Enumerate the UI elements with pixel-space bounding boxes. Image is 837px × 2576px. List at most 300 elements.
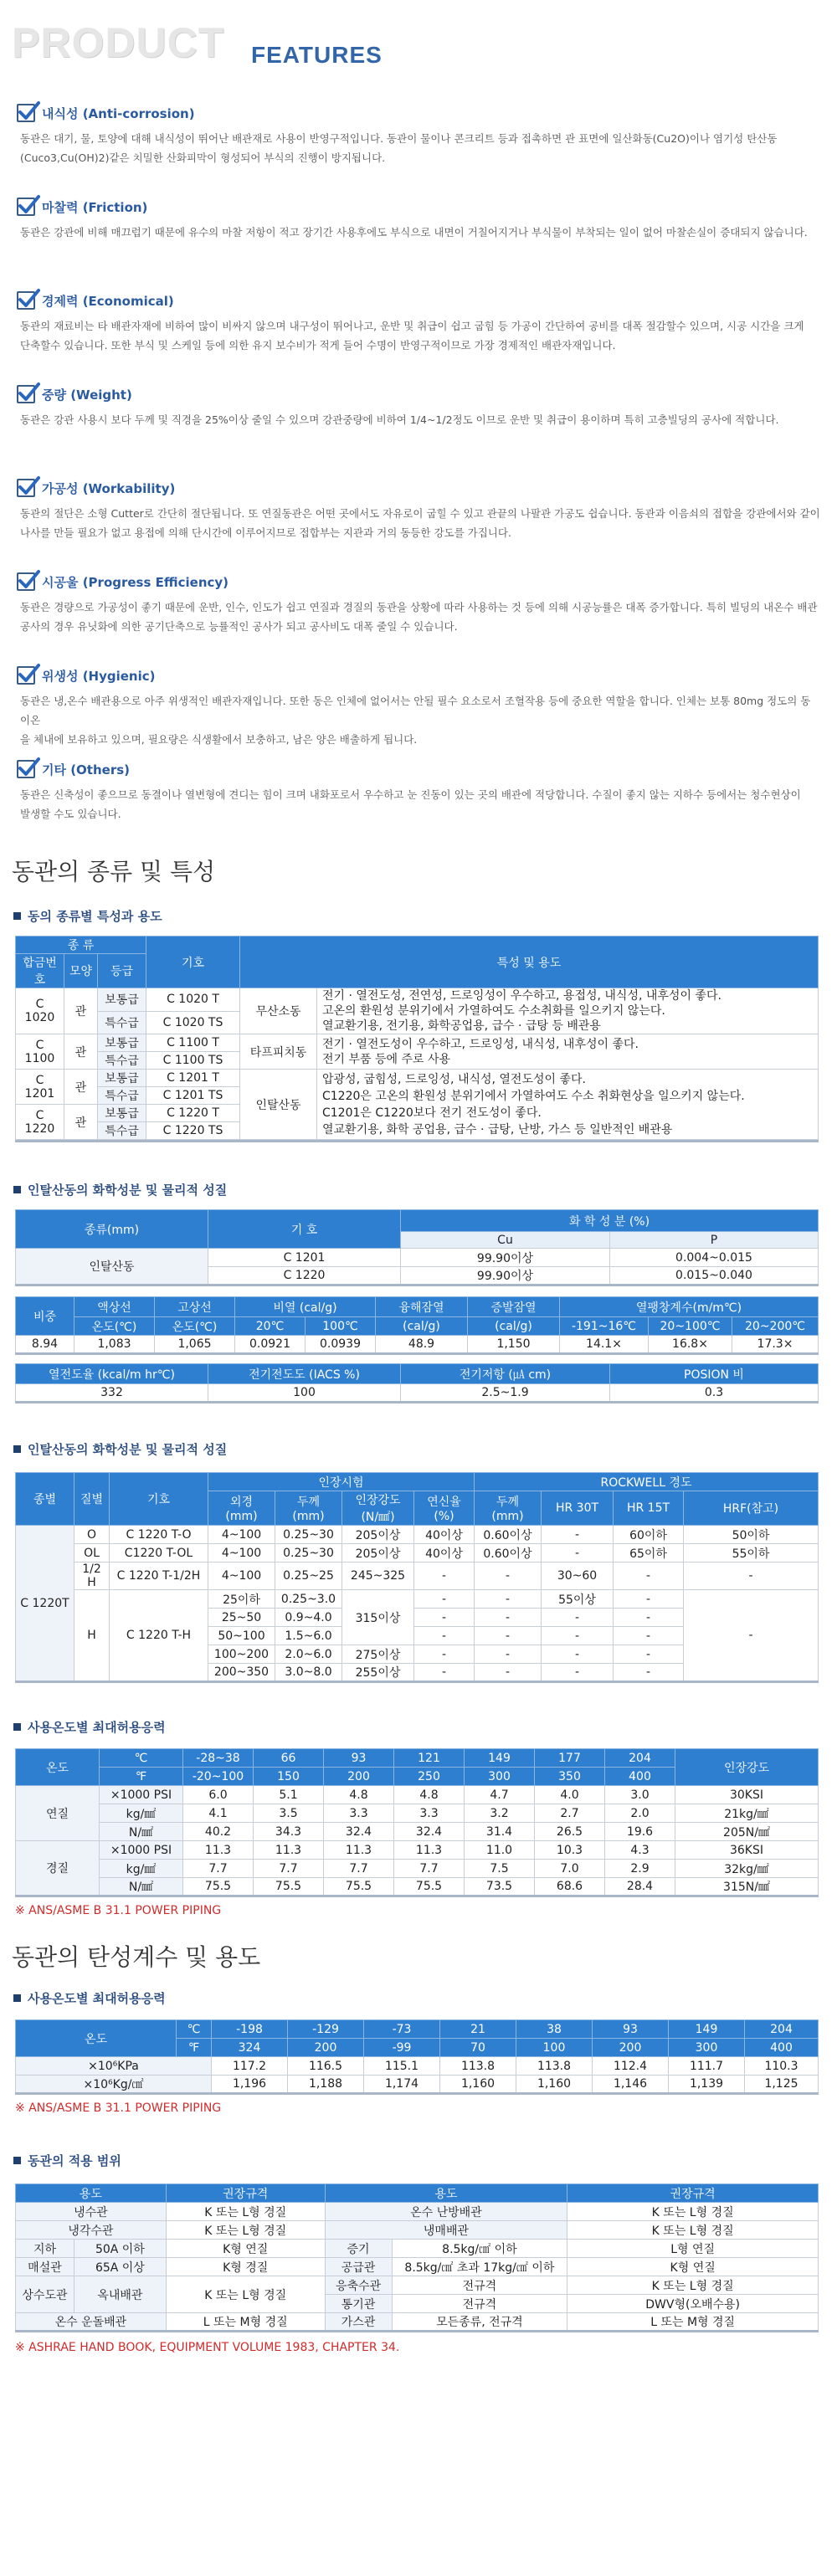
feature-title: 내식성 (Anti-corrosion) [17, 104, 820, 122]
bullet-icon [13, 1723, 21, 1731]
value-cell: 28.4 [605, 1878, 675, 1896]
elongation-cell: - [414, 1609, 475, 1627]
grade-cell: 특수급 [98, 1087, 146, 1105]
value-cell: 75.5 [324, 1878, 394, 1896]
alloy-no-cell: C 1100 [16, 1034, 64, 1070]
hr30-cell: - [542, 1627, 614, 1645]
symbol-cell: C 1100 TS [146, 1052, 240, 1070]
value-cell: 111.7 [669, 2057, 745, 2076]
bullet-icon [13, 2157, 21, 2164]
use-sub-cell: 8.5kg/㎠ 초과 17kg/㎠ 이하 [392, 2258, 567, 2276]
value-cell: 55이하 [684, 1544, 819, 1563]
strength-cell: 21kg/㎟ [675, 1804, 819, 1823]
phys-subheader: 20~100℃ [649, 1317, 732, 1336]
spec-cell: DWV형(오배수용) [567, 2295, 819, 2313]
value-cell: 3.5 [254, 1804, 324, 1823]
phys-value: 0.0939 [306, 1336, 376, 1354]
value-cell: 205이상 [342, 1526, 414, 1544]
table6-heading: 동관의 적용 범위 [0, 2150, 837, 2170]
value-cell: 113.8 [440, 2057, 516, 2076]
value-cell: 11.3 [324, 1841, 394, 1860]
feature-title: 마찰력 (Friction) [17, 198, 820, 216]
grade-cell: 특수급 [98, 1122, 146, 1140]
unit-c: ℃ [100, 1749, 183, 1768]
strength-cell: 205N/㎟ [675, 1823, 819, 1841]
col-feature: 특성 및 용도 [240, 936, 819, 988]
col-symbol: 기 호 [208, 1210, 401, 1249]
col-kind: 종 류 [16, 936, 146, 954]
feature-description: 동관은 강관 사용시 보다 두께 및 직경을 25%이상 줄일 수 있으며 강관중량에 비하여 1/4~1/2정도 이므로 운반 및 취급이 용이하며 특히 고층빌딩의 공사에 적합니다. [20, 413, 779, 426]
value-cell: 4~100 [208, 1544, 275, 1563]
value-cell: 68.6 [535, 1878, 605, 1896]
feature-item [17, 171, 820, 264]
hr30-cell: - [542, 1664, 614, 1682]
value-cell: 40이상 [414, 1526, 475, 1544]
value-cell: 26.5 [535, 1823, 605, 1841]
temp-c: 149 [465, 1749, 535, 1768]
use-sub-cell: 8.5kg/㎠ 이하 [392, 2240, 567, 2258]
checkbox-check-icon [17, 385, 35, 403]
col-od: 외경 (mm) [208, 1491, 275, 1526]
value-cell: 4.8 [324, 1786, 394, 1804]
strength-cell: 275이상 [342, 1645, 414, 1664]
value-cell: 115.1 [364, 2057, 440, 2076]
value-cell: 205이상 [342, 1544, 414, 1563]
col-hr30t: HR 30T [542, 1491, 614, 1526]
value-cell: 1,125 [745, 2076, 819, 2094]
col-strength: 인장강도 (N/㎟) [342, 1491, 414, 1526]
alloy-no-cell: C 1020 [16, 988, 64, 1034]
value-cell: 7.7 [324, 1860, 394, 1878]
value-cell: 1/2 H [74, 1563, 110, 1590]
table4-heading: 사용온도별 최대허용응력 [0, 1716, 837, 1737]
chemical-composition-table [15, 1209, 819, 1403]
phys-subheader: (cal/g) [468, 1317, 560, 1336]
value-cell: 40.2 [183, 1823, 254, 1841]
temp-c: 121 [394, 1749, 465, 1768]
value-cell: C 1220 T-1/2H [110, 1563, 208, 1590]
value-cell: 0.25~25 [275, 1563, 342, 1590]
phys-value: 1,083 [74, 1336, 155, 1354]
value-cell: 2.9 [605, 1860, 675, 1878]
r-thickness-cell: - [475, 1645, 542, 1664]
od-cell: 200~350 [208, 1664, 275, 1682]
temp-c: 21 [440, 2020, 516, 2039]
feature-title: 중량 (Weight) [17, 385, 820, 403]
value-cell: - [542, 1526, 614, 1544]
col-p: P [610, 1232, 819, 1249]
col-spec-left: 권장규격 [166, 2184, 325, 2203]
spec-cell: K형 연질 [166, 2240, 325, 2258]
col-strength: 인장강도 [675, 1749, 819, 1786]
phys-subheader: 100℃ [306, 1317, 376, 1336]
use-cell: 가스관 [325, 2313, 392, 2332]
symbol-cell: C 1220 TS [146, 1122, 240, 1140]
elongation-cell: - [414, 1627, 475, 1645]
strength-cell: 32kg/㎟ [675, 1860, 819, 1878]
hr15-cell: - [614, 1645, 684, 1664]
temp-c: -73 [364, 2020, 440, 2039]
value-cell: 1,160 [440, 2076, 516, 2094]
phys-header: 고상선 [155, 1297, 235, 1317]
use-cell: 공급관 [325, 2258, 392, 2276]
value-cell: 73.5 [465, 1878, 535, 1896]
feature-title: 가공성 (Workability) [17, 479, 820, 497]
table3-heading: 인탈산동의 화학성분 및 물리적 성질 [0, 1439, 837, 1459]
value-cell: 31.4 [465, 1823, 535, 1841]
symbol-cell: C 1201 TS [146, 1087, 240, 1105]
temp-c: -129 [288, 2020, 364, 2039]
mechanical-properties-table [15, 1472, 819, 1683]
hr15-cell: - [614, 1609, 684, 1627]
phys-value: 1,150 [468, 1336, 560, 1354]
hrf-cell: - [684, 1590, 819, 1682]
feature-cell: 전기 · 열전도성, 전연성, 드로잉성이 우수하고, 용접성, 내식성, 내후성이 좋다. 고온의 환원성 분위기에서 가열하여도 수소취화를 일으키지 않는다. 열교환기용, 전기용, 화학공업용, 급수 · 급탕 등 배관용 [317, 988, 819, 1034]
col-symbol: 기호 [110, 1473, 208, 1526]
temp-c: 93 [593, 2020, 669, 2039]
value-cell: 75.5 [183, 1878, 254, 1896]
phys-header: 액상선 [74, 1297, 155, 1317]
feature-cell: 전기 · 열전도성이 우수하고, 드로잉성, 내식성, 내후성이 좋다. 전기 부품 등에 주로 사용 [317, 1034, 819, 1070]
use-cell: 통기관 [325, 2295, 392, 2313]
od-cell: 50~100 [208, 1627, 275, 1645]
od-cell: 25~50 [208, 1609, 275, 1627]
value-cell: 50이하 [684, 1526, 819, 1544]
spec-cell: K 또는 L형 경질 [166, 2221, 325, 2240]
thickness-cell: 0.25~3.0 [275, 1590, 342, 1609]
value-cell: 7.7 [394, 1860, 465, 1878]
checkbox-check-icon [17, 198, 35, 216]
hr15-cell: - [614, 1664, 684, 1682]
value-cell: OL [74, 1544, 110, 1563]
type-name-cell: 타프피치동 [240, 1034, 317, 1070]
spec-cell: K형 경질 [166, 2258, 325, 2276]
col-r-thickness: 두께 (mm) [475, 1491, 542, 1526]
value-cell: 112.4 [593, 2057, 669, 2076]
value-cell: 4.3 [605, 1841, 675, 1860]
temp-f: -99 [364, 2039, 440, 2057]
feature-description: 동관은 대기, 물, 토양에 대해 내식성이 뛰어난 배관재로 사용이 반영구적입니다. 동관이 물이나 콘크리트 등과 접촉하면 관 표면에 일산화동(Cu2O)이나 염기성 탄산동 (Cuco3,Cu(OH)2)같은 치밀한 산화피막이 형성되어 부식의 진행이 방지됩니다. [20, 132, 778, 164]
value-cell: C 1220 T-O [110, 1526, 208, 1544]
thickness-cell: 3.0~8.0 [275, 1664, 342, 1682]
value-cell: - [542, 1544, 614, 1563]
temp-f: 250 [394, 1768, 465, 1786]
value-cell: - [684, 1563, 819, 1590]
value-cell: 7.5 [465, 1860, 535, 1878]
alloy-no-cell: C 1201 [16, 1070, 64, 1105]
feature-item [17, 546, 820, 639]
use-sub-cell: 옥내배관 [74, 2276, 166, 2313]
col-tensile-test: 인장시험 [208, 1473, 475, 1491]
value-cell: 19.6 [605, 1823, 675, 1841]
header [0, 0, 837, 77]
col-hrf: HRF(참고) [684, 1491, 819, 1526]
value-cell: 4.7 [465, 1786, 535, 1804]
value-cell: 11.3 [183, 1841, 254, 1860]
grade-cell: 보통급 [98, 988, 146, 1012]
cond-value: 332 [16, 1384, 208, 1403]
col-type: 종별 [16, 1473, 74, 1526]
elastic-modulus-table [15, 2019, 819, 2095]
type-name-cell: 인탈산동 [240, 1070, 317, 1140]
feature-title: 경제력 (Economical) [17, 291, 820, 310]
temp-f: 100 [516, 2039, 593, 2057]
value-cell: 1,160 [516, 2076, 593, 2094]
grade-cell: 보통급 [98, 1070, 146, 1087]
bullet-icon [13, 1994, 21, 2002]
unit-cell: N/㎟ [100, 1823, 183, 1841]
od-cell: 100~200 [208, 1645, 275, 1664]
temp-f: 200 [288, 2039, 364, 2057]
use-cell: 온수 난방배관 [325, 2203, 567, 2221]
value-cell: 3.2 [465, 1804, 535, 1823]
spec-cell: K 또는 L형 경질 [567, 2221, 819, 2240]
col-symbol: 기호 [146, 936, 240, 988]
cond-header: 전기저항 (㎂ cm) [401, 1364, 610, 1384]
note-asme: ※ ANS/ASME B 31.1 POWER PIPING [15, 1904, 222, 1917]
type-cell: C 1220T [16, 1526, 74, 1682]
grade-cell: 특수급 [98, 1011, 146, 1034]
phys-header: 융해잠열 [376, 1297, 468, 1317]
value-cell: - [414, 1563, 475, 1590]
shape-cell: 관 [64, 1034, 98, 1070]
spec-cell: K형 연질 [567, 2258, 819, 2276]
value-cell: 7.7 [254, 1860, 324, 1878]
table1-heading: 동의 종류별 특성과 용도 [0, 906, 837, 926]
use-cell: 지하 [16, 2240, 74, 2258]
spec-cell: L 또는 M형 경질 [166, 2313, 325, 2332]
temp-c: 177 [535, 1749, 605, 1768]
note-ashrae: ※ ASHRAE HAND BOOK, EQUIPMENT VOLUME 1983, CHAPTER 34. [15, 2341, 400, 2354]
spec-cell: K 또는 L형 경질 [166, 2203, 325, 2221]
temp-f: 400 [605, 1768, 675, 1786]
value-cell: 0.25~30 [275, 1544, 342, 1563]
temp-f: 300 [669, 2039, 745, 2057]
strength-cell: 30KSI [675, 1786, 819, 1804]
r-thickness-cell: - [475, 1609, 542, 1627]
use-sub-cell: 전규격 [392, 2276, 567, 2295]
symbol-cell: C 1100 T [146, 1034, 240, 1052]
application-range-table [15, 2183, 819, 2332]
temp-f: 324 [212, 2039, 288, 2057]
spec-cell: K 또는 L형 경질 [166, 2276, 325, 2313]
value-cell: 2.7 [535, 1804, 605, 1823]
value-cell: 32.4 [324, 1823, 394, 1841]
unit-cell: ×10⁶KPa [16, 2057, 212, 2076]
col-hr15t: HR 15T [614, 1491, 684, 1526]
symbol-cell: C 1220 T-H [110, 1590, 208, 1682]
use-sub-cell: 65A 이상 [74, 2258, 166, 2276]
temp-c: 66 [254, 1749, 324, 1768]
temp-f: 200 [324, 1768, 394, 1786]
col-temp: 온도 [16, 1749, 100, 1786]
use-sub-cell: 모든종류, 전규격 [392, 2313, 567, 2332]
value-cell: 1,188 [288, 2076, 364, 2094]
checkbox-check-icon [17, 479, 35, 497]
unit-cell: ×1000 PSI [100, 1786, 183, 1804]
value-cell: 4.8 [394, 1786, 465, 1804]
value-cell: 60이하 [614, 1526, 684, 1544]
col-alloy-no: 합금번호 [16, 954, 64, 988]
col-temp: 온도 [16, 2020, 177, 2057]
temp-c: 149 [669, 2020, 745, 2039]
value-cell: 75.5 [394, 1878, 465, 1896]
temp-c: -28~38 [183, 1749, 254, 1768]
value-cell: 117.2 [212, 2057, 288, 2076]
value-cell: 11.0 [465, 1841, 535, 1860]
temp-c: 93 [324, 1749, 394, 1768]
checkbox-check-icon [17, 572, 35, 591]
value-cell: 75.5 [254, 1878, 324, 1896]
value-cell: 116.5 [288, 2057, 364, 2076]
section-title-elasticity: 동관의 탄성계수 및 용도 [12, 1943, 261, 1971]
unit-cell: kg/㎟ [100, 1804, 183, 1823]
symbol-cell: C 1220 T [146, 1105, 240, 1122]
value-cell: 4~100 [208, 1563, 275, 1590]
feature-item [17, 358, 820, 452]
phys-header: 증발잠열 [468, 1297, 560, 1317]
col-elongation: 연신율 (%) [414, 1491, 475, 1526]
checkbox-check-icon [17, 104, 35, 122]
value-cell: 2.0 [605, 1804, 675, 1823]
p-cell: 0.015~0.040 [610, 1267, 819, 1285]
phys-subheader: 온도(℃) [74, 1317, 155, 1336]
cond-header: POSION 비 [610, 1364, 819, 1384]
feature-list [0, 77, 837, 827]
header-title-small: FEATURES [251, 42, 383, 68]
symbol-cell: C 1201 T [146, 1070, 240, 1087]
cond-value: 2.5~1.9 [401, 1384, 610, 1403]
r-thickness-cell: - [475, 1664, 542, 1682]
phys-subheader: (cal/g) [376, 1317, 468, 1336]
unit-c: ℃ [177, 2020, 212, 2039]
table2-heading: 인탈산동의 화학성분 및 물리적 성질 [0, 1179, 837, 1199]
feature-item [17, 452, 820, 546]
phys-value: 48.9 [376, 1336, 468, 1354]
value-cell: 1,174 [364, 2076, 440, 2094]
col-use-right: 용도 [325, 2184, 567, 2203]
temp-c: 38 [516, 2020, 593, 2039]
phys-header: 비중 [16, 1297, 74, 1336]
value-cell: 40이상 [414, 1544, 475, 1563]
value-cell: 11.3 [394, 1841, 465, 1860]
col-use-left: 용도 [16, 2184, 167, 2203]
col-kind: 종류(mm) [16, 1210, 208, 1249]
use-cell: 상수도관 [16, 2276, 74, 2313]
allowable-stress-table [15, 1748, 819, 1897]
alloy-no-cell: C 1220 [16, 1105, 64, 1140]
cond-value: 100 [208, 1384, 401, 1403]
value-cell: 113.8 [516, 2057, 593, 2076]
section-title-types: 동관의 종류 및 특성 [12, 858, 216, 885]
unit-cell: kg/㎟ [100, 1860, 183, 1878]
symbol-cell: C 1020 T [146, 988, 240, 1012]
unit-cell: ×1000 PSI [100, 1841, 183, 1860]
feature-description: 동관은 경량으로 가공성이 좋기 때문에 운반, 인수, 인도가 쉽고 연질과 경질의 동관을 상황에 따라 사용하는 것 등에 의해 시공능률은 대폭 증가합니다. 특히 빌딩의 내온수 배관 공사의 경우 유닛화에 의한 공기단축으로 능률적인 공사가 되고 공사비도 대폭 줄일 수 있습니다. [20, 601, 818, 633]
feature-item [17, 639, 820, 746]
symbol-cell: C 1201 [208, 1249, 401, 1267]
temp-f: 400 [745, 2039, 819, 2057]
r-thickness-cell: - [475, 1590, 542, 1609]
table5-heading: 사용온도별 최대허용응력 [0, 1988, 837, 2008]
temp-f: 70 [440, 2039, 516, 2057]
value-cell: 10.3 [535, 1841, 605, 1860]
spec-cell: L형 연질 [567, 2240, 819, 2258]
use-cell: 매설관 [16, 2258, 74, 2276]
phys-value: 17.3× [732, 1336, 819, 1354]
cond-value: 0.3 [610, 1384, 819, 1403]
value-cell: O [74, 1526, 110, 1544]
feature-item [17, 264, 820, 358]
copper-types-table [15, 936, 819, 1142]
temp-c: 204 [605, 1749, 675, 1768]
use-sub-cell: 전규격 [392, 2295, 567, 2313]
grade-cell: 보통급 [98, 1034, 146, 1052]
note-asme-2: ※ ANS/ASME B 31.1 POWER PIPING [15, 2101, 222, 2115]
header-title-big: PRODUCT [12, 19, 225, 66]
thickness-cell: 0.9~4.0 [275, 1609, 342, 1627]
col-rockwell: ROCKWELL 경도 [475, 1473, 819, 1491]
unit-f: ℉ [177, 2039, 212, 2057]
strength-cell: 315N/㎟ [675, 1878, 819, 1896]
value-cell: 1,146 [593, 2076, 669, 2094]
thickness-cell: 1.5~6.0 [275, 1627, 342, 1645]
bullet-icon [13, 1186, 21, 1193]
hr15-cell: - [614, 1627, 684, 1645]
value-cell: 11.3 [254, 1841, 324, 1860]
spec-cell: K 또는 L형 경질 [567, 2276, 819, 2295]
soft-label: 연질 [16, 1786, 100, 1841]
value-cell: 3.3 [394, 1804, 465, 1823]
col-shape: 모양 [64, 954, 98, 988]
phys-value: 8.94 [16, 1336, 74, 1354]
unit-cell: ×10⁶Kg/㎠ [16, 2076, 212, 2094]
value-cell: 0.60이상 [475, 1526, 542, 1544]
phys-subheader: 20℃ [235, 1317, 306, 1336]
strength-cell: 36KSI [675, 1841, 819, 1860]
value-cell: 110.3 [745, 2057, 819, 2076]
feature-description: 동관은 신축성이 좋으므로 동결이나 열변형에 견디는 힘이 크며 내화포로서 우수하고 눈 진동이 있는 곳의 배관에 적당합니다. 수질이 좋지 않는 지하수 등에서는 청수현상이 발생할 수도 있습니다. [20, 788, 801, 820]
hr30-cell: - [542, 1645, 614, 1664]
checkbox-check-icon [17, 760, 35, 778]
feature-title: 시공울 (Progress Efficiency) [17, 572, 820, 591]
use-cell: 냉매배관 [325, 2221, 567, 2240]
symbol-cell: C 1220 [208, 1267, 401, 1285]
col-chem: 화 학 성 분 (%) [401, 1210, 819, 1232]
checkbox-check-icon [17, 291, 35, 310]
grade-cell: 특수급 [98, 1052, 146, 1070]
temp-f: 350 [535, 1768, 605, 1786]
cu-cell: 99.90이상 [401, 1267, 610, 1285]
cond-header: 열전도율 (kcal/m hr℃) [16, 1364, 208, 1384]
value-cell: C1220 T-OL [110, 1544, 208, 1563]
col-temper: 질별 [74, 1473, 110, 1526]
use-cell: 온수 운돌배관 [16, 2313, 167, 2332]
value-cell: - [475, 1563, 542, 1590]
kind-cell: 인탈산동 [16, 1249, 208, 1285]
unit-f: ℉ [100, 1768, 183, 1786]
temper-cell: H [74, 1590, 110, 1682]
col-spec-right: 권장규격 [567, 2184, 819, 2203]
hr30-cell: 55이상 [542, 1590, 614, 1609]
feature-description: 동관은 강관에 비해 매끄럽기 때문에 유수의 마찰 저항이 적고 장기간 사용후에도 부식으로 내면이 거칠어지거나 부식물이 부착되는 일이 없어 마찰손실이 증대되지 않습니다. [20, 226, 808, 239]
value-cell: 6.0 [183, 1786, 254, 1804]
p-cell: 0.004~0.015 [610, 1249, 819, 1267]
strength-cell: 255이상 [342, 1664, 414, 1682]
temp-c: 204 [745, 2020, 819, 2039]
elongation-cell: - [414, 1645, 475, 1664]
cu-cell: 99.90이상 [401, 1249, 610, 1267]
